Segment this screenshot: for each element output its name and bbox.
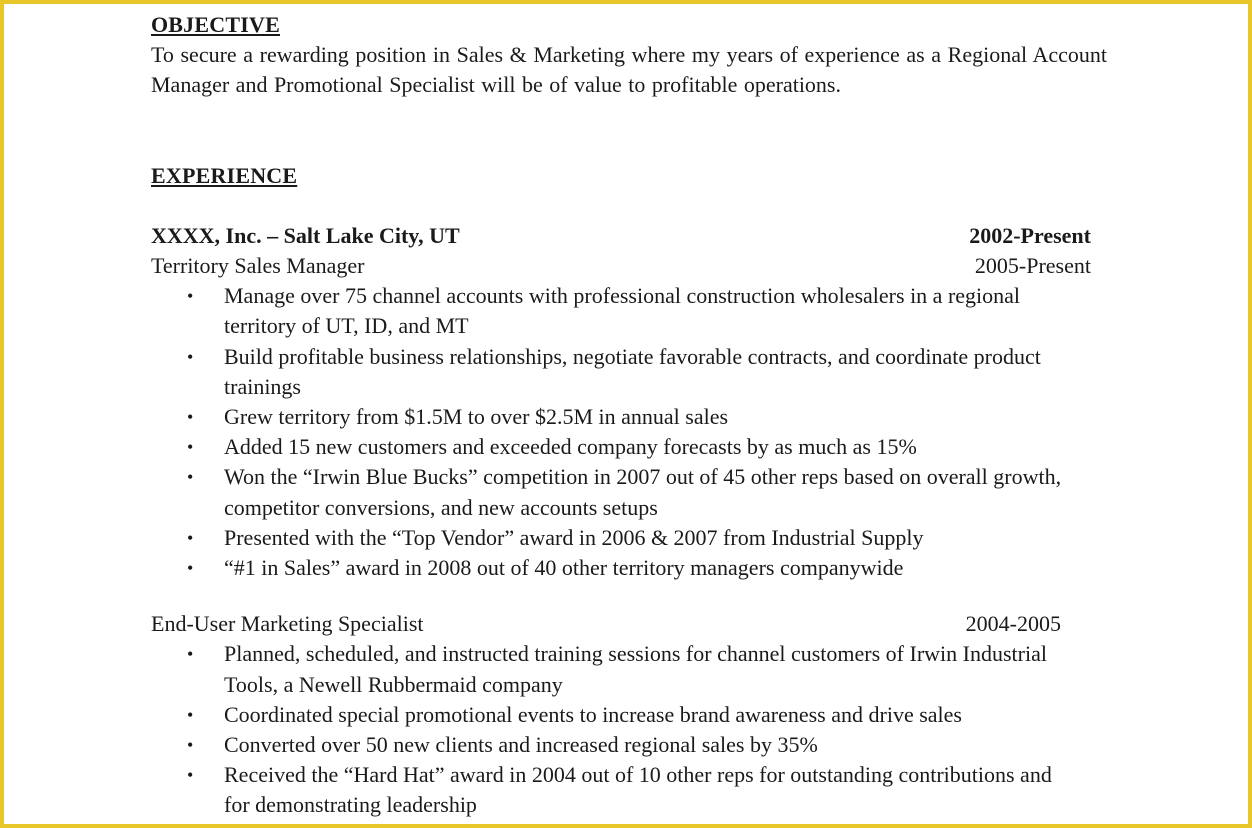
bullet-text: Added 15 new customers and exceeded company forecasts by as much as 15% [224, 434, 917, 460]
list-item [151, 281, 1074, 341]
list-item [151, 342, 1074, 402]
company-row [151, 221, 1091, 251]
bullet-text: Received the “Hard Hat” award in 2004 out of 10 other reps for outstanding contributions and for demonstrating leadership [224, 762, 1052, 818]
bullet-text: Manage over 75 channel accounts with professional construction wholesalers in a regional territory of UT, ID, and MT [224, 283, 1021, 339]
bullet-icon: • [187, 558, 194, 579]
role-dates: 2004-2005 [965, 611, 1061, 637]
bullet-text: Build profitable business relationships, negotiate favorable contracts, and coordinate product trainings [224, 343, 1041, 399]
company-name: XXXX, Inc. – Salt Lake City, UT [151, 222, 460, 248]
role-title: Territory Sales Manager [151, 253, 365, 279]
experience-heading: EXPERIENCE [151, 162, 298, 188]
objective-heading: OBJECTIVE [151, 12, 280, 37]
list-item [151, 730, 1074, 760]
list-item [151, 402, 1074, 432]
bullet-text: “#1 in Sales” award in 2008 out of 40 other territory managers companywide [224, 555, 904, 581]
bullet-icon: • [187, 407, 194, 428]
bullet-text: Converted over 50 new clients and increased regional sales by 35% [224, 732, 818, 758]
bullet-text: Won the “Irwin Blue Bucks” competition in 2007 out of 45 other reps based on overall growth, competitor conversions, and new accounts setups [224, 464, 1062, 520]
role-row-territory-sales-manager [151, 251, 1091, 281]
list-item [151, 523, 1074, 553]
role-row-end-user-marketing-specialist [151, 609, 1061, 639]
resume-document [151, 10, 1107, 821]
bullet-icon: • [187, 437, 194, 458]
role-bullets-end-user-marketing-specialist [151, 639, 1107, 820]
bullet-text: Grew territory from $1.5M to over $2.5M in annual sales [224, 404, 729, 430]
list-item [151, 760, 1074, 820]
bullet-text: Coordinated special promotional events to increase brand awareness and drive sales [224, 701, 962, 727]
objective-text: To secure a rewarding position in Sales & Marketing where my years of experience as a Regional Account Manager and Promotional Specialist will be of value to profitable operations. [151, 42, 1107, 98]
list-item [151, 639, 1074, 699]
list-item [151, 700, 1074, 730]
bullet-icon: • [187, 286, 194, 307]
company-dates: 2002-Present [969, 222, 1091, 248]
role-dates: 2005-Present [974, 253, 1091, 279]
list-item [151, 432, 1074, 462]
bullet-icon: • [187, 644, 194, 665]
bullet-icon: • [187, 346, 194, 367]
bullet-icon: • [187, 704, 194, 725]
role-bullets-territory-sales-manager [151, 281, 1107, 583]
bullet-text: Presented with the “Top Vendor” award in 2006 & 2007 from Industrial Supply [224, 524, 924, 550]
bullet-text: Planned, scheduled, and instructed training sessions for channel customers of Irwin Industrial Tools, a Newell Rubbermaid company [224, 641, 1047, 697]
bullet-icon: • [187, 467, 194, 488]
bullet-icon: • [187, 765, 194, 786]
list-item [151, 462, 1074, 522]
list-item [151, 553, 1074, 583]
bullet-icon: • [187, 527, 194, 548]
bullet-icon: • [187, 735, 194, 756]
role-title: End-User Marketing Specialist [151, 611, 424, 637]
